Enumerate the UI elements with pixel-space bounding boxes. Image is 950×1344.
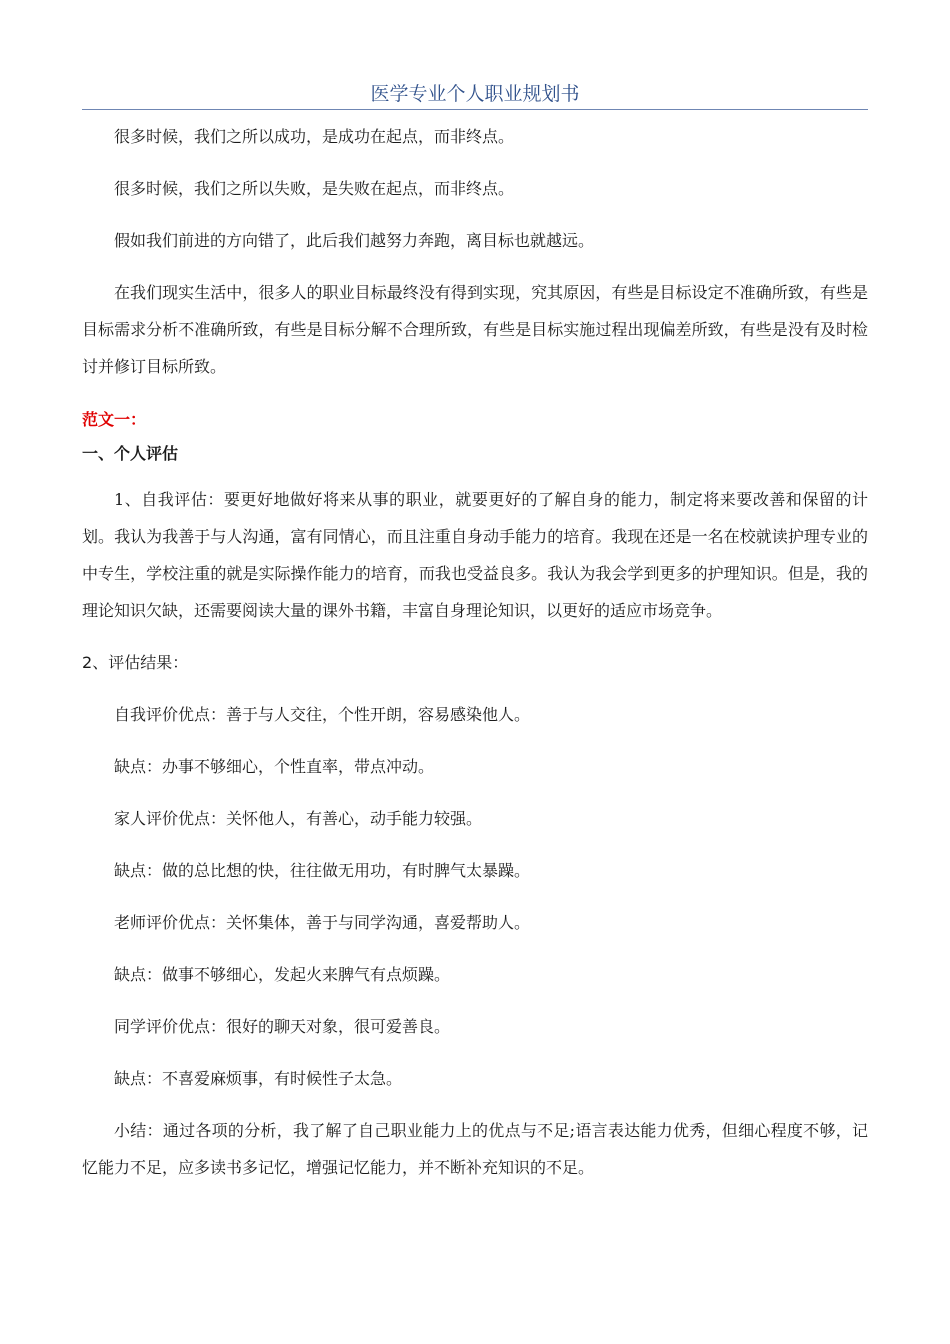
result-family-strengths: 家人评价优点：关怀他人，有善心，动手能力较强。: [114, 809, 483, 828]
result-teacher-strengths: 老师评价优点：关怀集体，善于与同学沟通，喜爱帮助人。: [114, 913, 531, 932]
page-header-title: 医学专业个人职业规划书: [370, 83, 580, 105]
evaluation-results-number: 2: [82, 653, 93, 672]
intro-paragraph-2: 很多时候，我们之所以失败，是失败在起点，而非终点。: [114, 179, 515, 198]
sample-label: 范文一：: [82, 410, 147, 429]
result-teacher-weaknesses: 缺点：做事不够细心，发起火来脾气有点烦躁。: [114, 965, 451, 984]
evaluation-results-heading: [82, 644, 868, 681]
result-family-weaknesses: 缺点：做的总比想的快，往往做无用功，有时脾气太暴躁。: [114, 861, 531, 880]
result-classmate-weaknesses: 缺点：不喜爱麻烦事，有时候性子太急。: [114, 1069, 403, 1088]
header-divider: [82, 109, 868, 110]
summary-paragraph: 小结：通过各项的分析，我了解了自己职业能力上的优点与不足;语言表达能力优秀，但细心程度不够，记忆能力不足，应多读书多记忆，增强记忆能力，并不断补充知识的不足。: [82, 1121, 868, 1177]
document-body: [82, 118, 868, 1201]
result-self-strengths: 自我评价优点：善于与人交往，个性开朗，容易感染他人。: [114, 705, 531, 724]
evaluation-results-label: 、评估结果：: [92, 653, 189, 672]
result-classmate-strengths: 同学评价优点：很好的聊天对象，很可爱善良。: [114, 1017, 451, 1036]
intro-paragraph-1: 很多时候，我们之所以成功，是成功在起点，而非终点。: [114, 127, 515, 146]
self-evaluation-paragraph: 1、自我评估：要更好地做好将来从事的职业，就要更好的了解自身的能力，制定将来要改善和保留的计划。我认为我善于与人沟通，富有同情心，而且注重自身动手能力的培育。我现在还是一名在校就读护理专业的中专生，学校注重的就是实际操作能力的培育，而我也受益良多。我认为我会学到更多的护理知识。但是，我的理论知识欠缺，还需要阅读大量的课外书籍，丰富自身理论知识，以更好的适应市场竞争。: [82, 490, 868, 620]
intro-paragraph-3: 假如我们前进的方向错了，此后我们越努力奔跑，离目标也就越远。: [114, 231, 595, 250]
intro-paragraph-4: 在我们现实生活中，很多人的职业目标最终没有得到实现，究其原因，有些是目标设定不准确所致，有些是目标需求分析不准确所致，有些是目标分解不合理所致，有些是目标实施过程出现偏差所致，有些是没有及时检讨并修订目标所致。: [82, 283, 868, 376]
section-title-personal-assessment: 一、个人评估: [82, 444, 179, 463]
result-self-weaknesses: 缺点：办事不够细心，个性直率，带点冲动。: [114, 757, 435, 776]
